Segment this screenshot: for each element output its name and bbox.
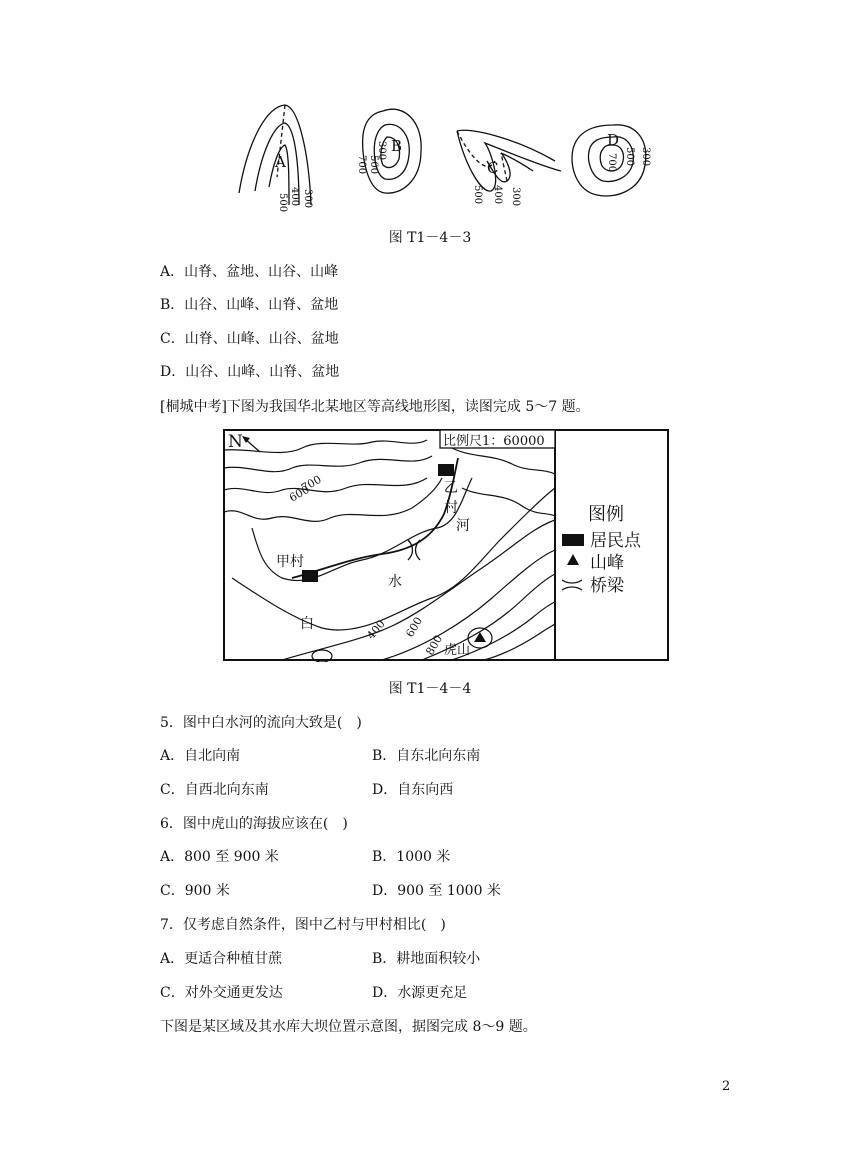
topographic-map-figure — [222, 428, 670, 662]
q5-option-b: B．自东北向东南 — [372, 748, 481, 764]
fig3-contour-a-500: 500 — [277, 193, 288, 213]
q4-option-d: D．山谷、山峰、山脊、盆地 — [160, 364, 340, 380]
map-village-yi-2: 村 — [444, 500, 458, 516]
fig3-label-d: D — [607, 131, 620, 149]
q6-option-d: D．900 至 1000 米 — [372, 883, 501, 899]
q7-option-b: B．耕地面积较小 — [372, 951, 481, 967]
legend-peak: 山峰 — [590, 553, 624, 573]
fig3-contour-b-700: 700 — [356, 155, 367, 175]
map-river-bai: 白 — [300, 616, 314, 632]
map-contour-700: 700 — [299, 472, 324, 495]
map-village-jia: 甲村 — [276, 554, 304, 570]
fig3-contour-c-300: 300 — [510, 187, 521, 207]
map-scale: 比例尺1：60000 — [443, 434, 545, 449]
q7-option-a: A．更适合种植甘蔗 — [160, 951, 283, 967]
q5-option-a: A．自北向南 — [160, 748, 241, 764]
fig3-contour-a-400: 400 — [289, 187, 300, 207]
fig3-contour-b-300: 300 — [376, 141, 387, 161]
legend-bridge: 桥梁 — [590, 576, 624, 596]
intro-questions-8-9: 下图是某区域及其水库大坝位置示意图，据图完成 8～9 题。 — [160, 1019, 537, 1035]
q6-option-c: C．900 米 — [160, 883, 230, 899]
fig3-label-b: B — [391, 137, 403, 155]
fig3-label-c: C — [487, 159, 499, 177]
map-north-label: N — [228, 432, 243, 452]
village-yi-marker — [438, 464, 454, 476]
contour-sketches-figure — [225, 95, 665, 225]
map-contour-600: 600 — [287, 482, 312, 505]
map-contour-600b: 600 — [403, 614, 426, 640]
fig3-label-a: A — [275, 153, 286, 171]
q6-option-a: A．800 至 900 米 — [160, 849, 279, 865]
map-mountain-hushan: 虎山 — [444, 643, 471, 658]
village-jia-marker — [302, 570, 318, 582]
q5-option-c: C．自西北向东南 — [160, 782, 269, 798]
fig3-contour-d-700: 700 — [606, 153, 617, 173]
q5-stem: 5．图中白水河的流向大致是( ) — [160, 715, 362, 731]
fig3-contour-d-300: 300 — [640, 147, 651, 167]
fig3-contour-c-500: 500 — [472, 185, 483, 205]
q4-option-a: A．山脊、盆地、山谷、山峰 — [160, 264, 339, 280]
q7-option-c: C．对外交通更发达 — [160, 985, 283, 1001]
map-river-shui: 水 — [388, 574, 402, 590]
figure-caption-t1-4-3: 图 T1－4－3 — [388, 230, 472, 246]
legend-settlement-symbol — [562, 534, 584, 546]
fig3-contour-c-400: 400 — [492, 185, 503, 205]
intro-questions-5-7: [桐城中考]下图为我国华北某地区等高线地形图，读图完成 5～7 题。 — [160, 399, 590, 415]
map-river-he: 河 — [456, 518, 470, 534]
q4-option-b: B．山谷、山峰、山脊、盆地 — [160, 297, 339, 313]
fig3-contour-d-500: 500 — [624, 147, 635, 167]
legend-settlement: 居民点 — [590, 531, 641, 551]
q4-option-c: C．山脊、山峰、山谷、盆地 — [160, 331, 339, 347]
figure-caption-t1-4-4: 图 T1－4－4 — [388, 681, 472, 697]
q5-option-d: D．自东向西 — [372, 782, 454, 798]
legend-title: 图例 — [588, 504, 624, 525]
q6-option-b: B．1000 米 — [372, 849, 451, 865]
map-village-yi-1: 乙 — [444, 480, 458, 496]
map-contour-800: 800 — [423, 632, 446, 658]
q6-stem: 6．图中虎山的海拔应该在( ) — [160, 816, 348, 832]
fig3-contour-a-300: 300 — [302, 189, 313, 209]
map-contour-400: 400 — [364, 617, 388, 642]
q7-stem: 7．仅考虑自然条件，图中乙村与甲村相比( ) — [160, 917, 446, 933]
q7-option-d: D．水源更充足 — [372, 985, 468, 1001]
fig3-contour-b-500: 500 — [368, 155, 379, 175]
page-number: 2 — [722, 1079, 731, 1094]
